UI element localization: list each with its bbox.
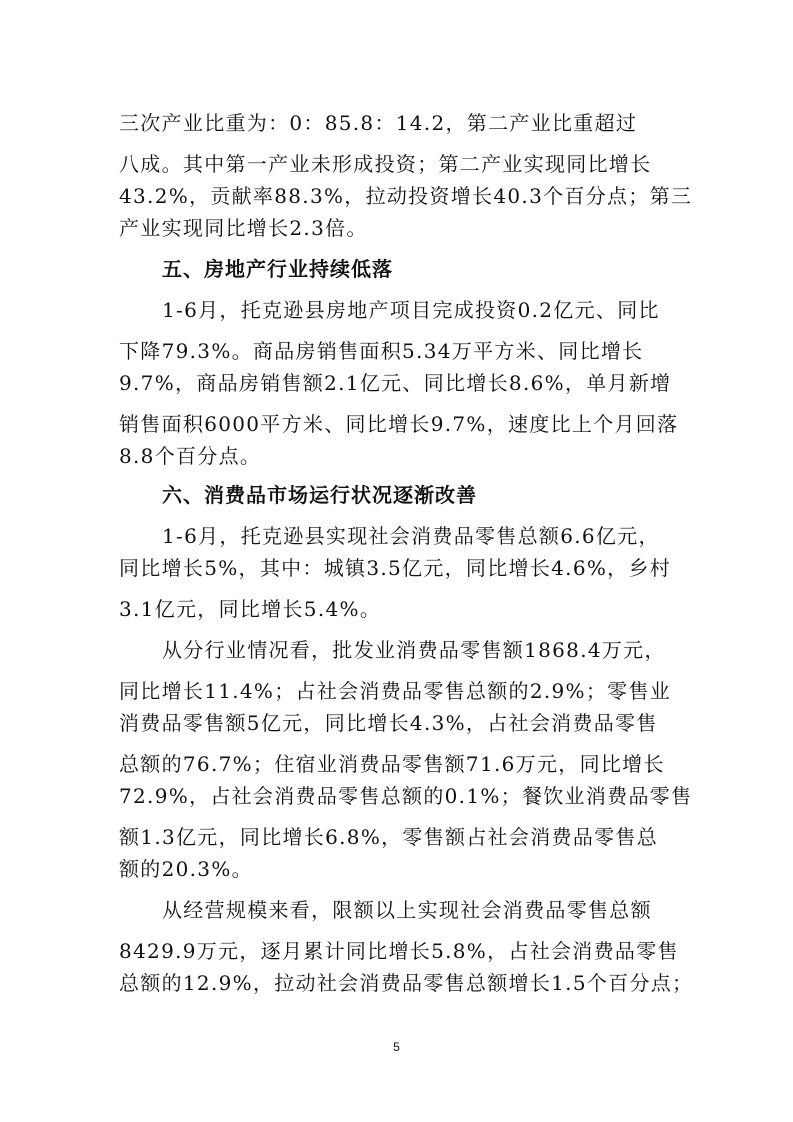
text-line: 消费品零售额5亿元，同比增长4.3%，占社会消费品零售 [119, 711, 658, 735]
text-line: 3.1亿元，同比增长5.4%。 [119, 597, 382, 621]
text-line: 额1.3亿元，同比增长6.8%，零售额占社会消费品零售总 [119, 825, 659, 849]
section-heading: 六、消费品市场运行状况逐渐改善 [162, 483, 477, 507]
text-line: 额的20.3%。 [119, 857, 253, 881]
text-line: 43.2%，贡献率88.3%，拉动投资增长40.3个百分点；第三 [119, 184, 693, 208]
text-line: 产业实现同比增长2.3倍。 [119, 216, 368, 240]
text-line: 下降79.3%。商品房销售面积5.34万平方米、同比增长 [119, 339, 644, 363]
text-line: 同比增长5%，其中：城镇3.5亿元，同比增长4.6%，乡村 [119, 556, 672, 580]
text-line: 1-6月，托克逊县房地产项目完成投资0.2亿元、同比 [162, 298, 660, 322]
text-line: 从分行业情况看，批发业消费品零售额1868.4万元， [162, 638, 666, 662]
text-line: 9.7%，商品房销售额2.1亿元、同比增长8.6%，单月新增 [119, 371, 672, 395]
text-line: 8429.9万元，逐月累计同比增长5.8%，占社会消费品零售 [119, 939, 679, 963]
text-line: 总额的76.7%；住宿业消费品零售额71.6万元，同比增长 [119, 752, 665, 776]
text-line: 1-6月，托克逊县实现社会消费品零售总额6.6亿元， [162, 524, 660, 548]
text-line: 8.8个百分点。 [119, 444, 262, 468]
text-line: 从经营规模来看，限额以上实现社会消费品零售总额 [162, 898, 652, 922]
text-line: 八成。其中第一产业未形成投资；第二产业实现同比增长 [119, 152, 652, 176]
text-line: 三次产业比重为：0：85.8：14.2，第二产业比重超过 [119, 111, 638, 135]
text-line: 销售面积6000平方米、同比增长9.7%，速度比上个月回落 [119, 412, 679, 436]
text-line: 72.9%，占社会消费品零售总额的0.1%；餐饮业消费品零售 [119, 784, 693, 808]
page-number: 5 [393, 1040, 400, 1054]
section-heading: 五、房地产行业持续低落 [162, 257, 393, 281]
text-line: 同比增长11.4%；占社会消费品零售总额的2.9%；零售业 [119, 679, 672, 703]
text-line: 总额的12.9%，拉动社会消费品零售总额增长1.5个百分点； [119, 971, 694, 995]
